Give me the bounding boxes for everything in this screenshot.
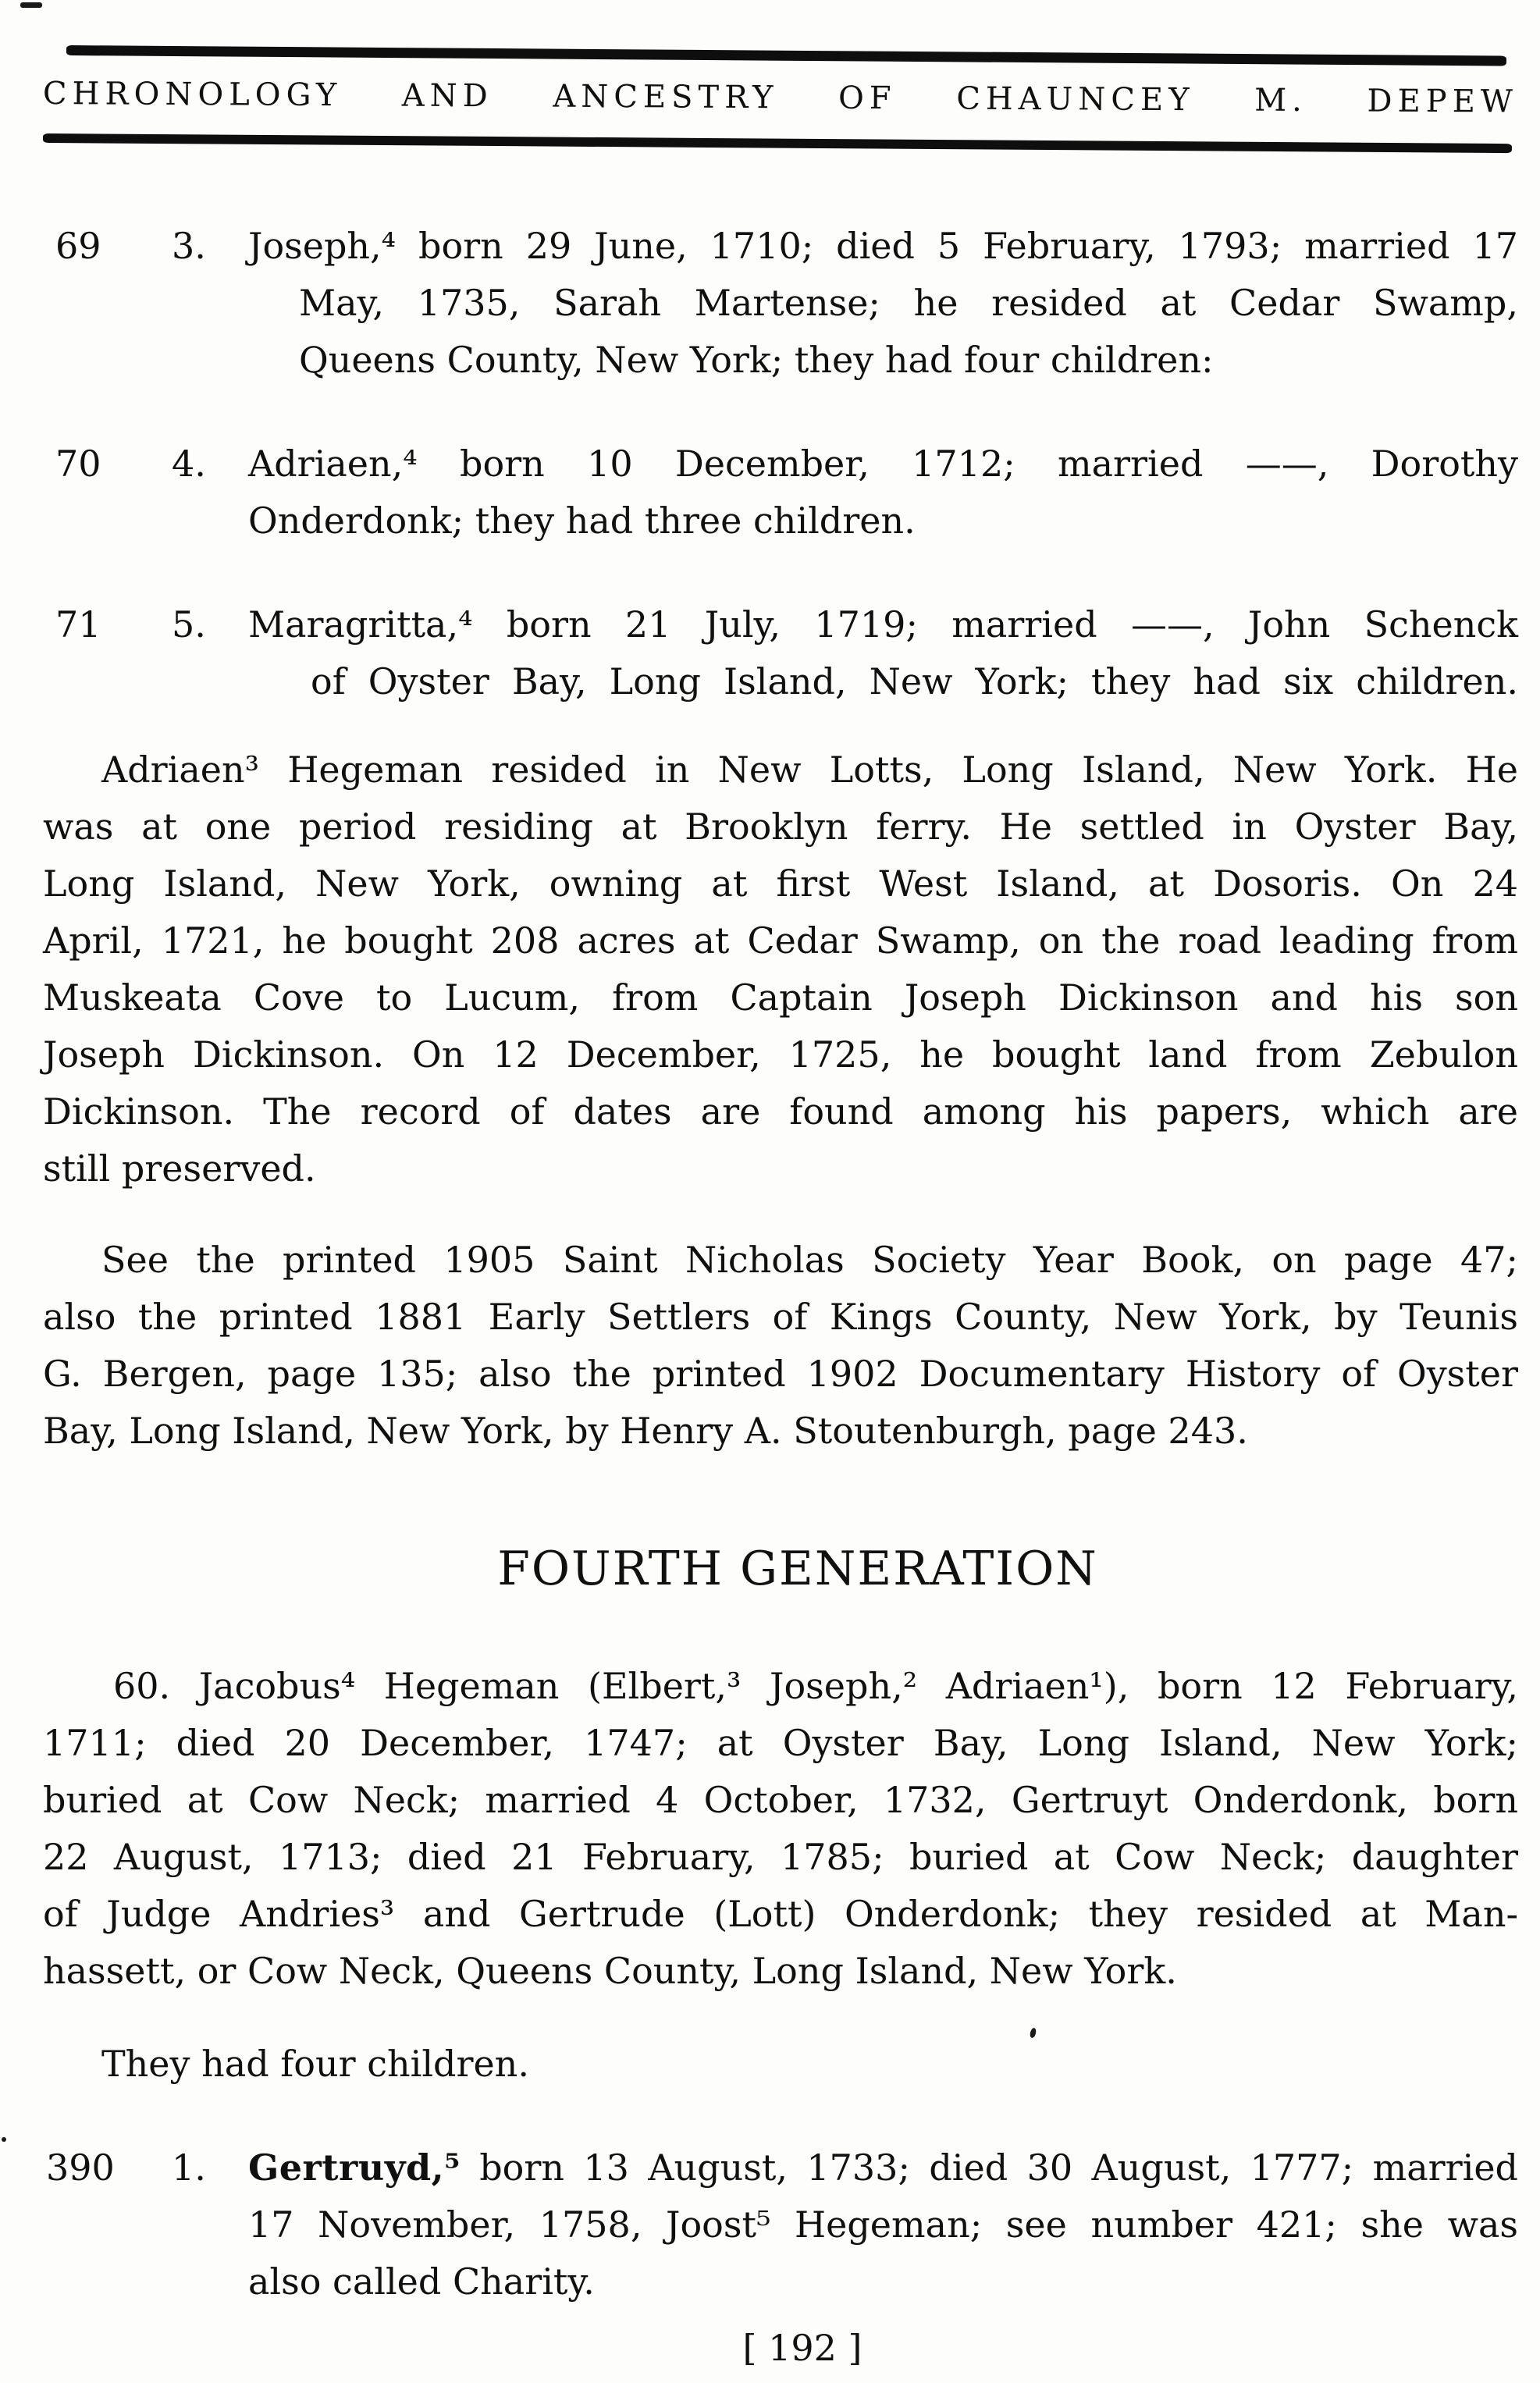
paragraph-line: See the printed 1905 Saint Nicholas Society Year Book, on page 47; (101, 1239, 1518, 1281)
section-heading: FOURTH GENERATION (497, 1542, 1098, 1596)
paragraph-line: Dickinson. The record of dates are found among his papers, which are (43, 1090, 1518, 1133)
paragraph-line: Long Island, New York, owning at first West Island, at Dosoris. On 24 (43, 863, 1518, 905)
entry-text (248, 436, 1518, 550)
entry-text (248, 2139, 1518, 2310)
entry-ref-number: 71 (55, 603, 101, 646)
entry-text (248, 596, 1518, 710)
genealogy-entry (43, 436, 1518, 550)
page-header (43, 45, 1518, 143)
paragraph-line: Bay, Long Island, New York, by Henry A. Stoutenburgh, page 243. (43, 1410, 1248, 1452)
paragraph-children-note: They had four children. (101, 2043, 529, 2085)
genealogy-entry (43, 218, 1518, 389)
entry-line: also called Charity. (248, 2260, 595, 2303)
paragraph-line: buried at Cow Neck; married 4 October, 1732, Gertruyt Onderdonk, born (43, 1779, 1518, 1821)
entry-line: Maragritta,⁴ born 21 July, 1719; married ——, John Schenck (248, 603, 1518, 646)
scan-speck (2, 2137, 6, 2142)
paragraph-adriaen-note (43, 742, 1518, 1197)
paragraph-line: hassett, or Cow Neck, Queens County, Long Island, New York. (43, 1950, 1177, 1992)
entry-line: Joseph,⁴ born 29 June, 1710; died 5 February, 1793; married 17 (248, 225, 1518, 267)
entry-line: of Oyster Bay, Long Island, New York; they had six children. (311, 660, 1518, 702)
paragraph-line: still preserved. (43, 1147, 316, 1190)
entry-ref-number: 70 (55, 443, 101, 485)
paragraph-line: was at one period residing at Brooklyn ferry. He settled in Oyster Bay, (43, 806, 1518, 848)
entry-line: 17 November, 1758, Joost⁵ Hegeman; see number 421; she was (248, 2203, 1518, 2246)
entry-ref-number: 390 (46, 2146, 115, 2189)
entry-ref-number: 69 (55, 225, 101, 267)
paragraph-line: 60. Jacobus⁴ Hegeman (Elbert,³ Joseph,² Adriaen¹), born 12 February, (113, 1665, 1518, 1707)
entry-name-bold: Gertruyd,⁵ (248, 2146, 461, 2189)
paragraph-line: Adriaen³ Hegeman resided in New Lotts, Long Island, New York. He (101, 749, 1518, 791)
paragraph-line: G. Bergen, page 135; also the printed 1902 Documentary History of Oyster (43, 1353, 1518, 1395)
entry-line-rest: born 13 August, 1733; died 30 August, 1777; married (460, 2146, 1518, 2189)
entry-text (248, 218, 1518, 389)
paragraph-jacobus-60 (43, 1658, 1518, 2000)
entry-item-number: 4. (172, 443, 206, 485)
entry-line: May, 1735, Sarah Martense; he resided at Cedar Swamp, (299, 282, 1518, 324)
paragraph-line: also the printed 1881 Early Settlers of Kings County, New York, by Teunis (43, 1296, 1518, 1338)
paragraph-sources-note (43, 1232, 1518, 1460)
entry-line: Onderdonk; they had three children. (248, 500, 916, 542)
entry-item-number: 5. (172, 603, 206, 646)
paragraph-line: of Judge Andries³ and Gertrude (Lott) Onderdonk; they resided at Man- (43, 1893, 1518, 1935)
entry-line: Queens County, New York; they had four children: (299, 339, 1214, 381)
paragraph-line: Joseph Dickinson. On 12 December, 1725, he bought land from Zebulon (43, 1033, 1518, 1076)
paragraph-line: 22 August, 1713; died 21 February, 1785; buried at Cow Neck; daughter (43, 1836, 1518, 1878)
entry-line (248, 2139, 1518, 2196)
page-number-footer: [ 192 ] (742, 2327, 862, 2369)
paragraph-line: Muskeata Cove to Lucum, from Captain Joseph Dickinson and his son (43, 976, 1518, 1019)
page-header-title: CHRONOLOGY AND ANCESTRY OF CHAUNCEY M. DEPEW (42, 76, 1519, 120)
genealogy-entry (43, 596, 1518, 710)
genealogy-entry (43, 2139, 1518, 2310)
paragraph-line: April, 1721, he bought 208 acres at Cedar Swamp, on the road leading from (43, 919, 1518, 962)
paragraph-line: 1711; died 20 December, 1747; at Oyster Bay, Long Island, New York; (43, 1722, 1518, 1764)
entry-line: Adriaen,⁴ born 10 December, 1712; married ——, Dorothy (248, 443, 1518, 485)
header-rule-bottom (43, 133, 1512, 153)
entry-item-number: 3. (172, 225, 206, 267)
header-rule-top (66, 45, 1506, 66)
entry-item-number: 1. (172, 2146, 206, 2189)
scan-speck (20, 2, 42, 8)
